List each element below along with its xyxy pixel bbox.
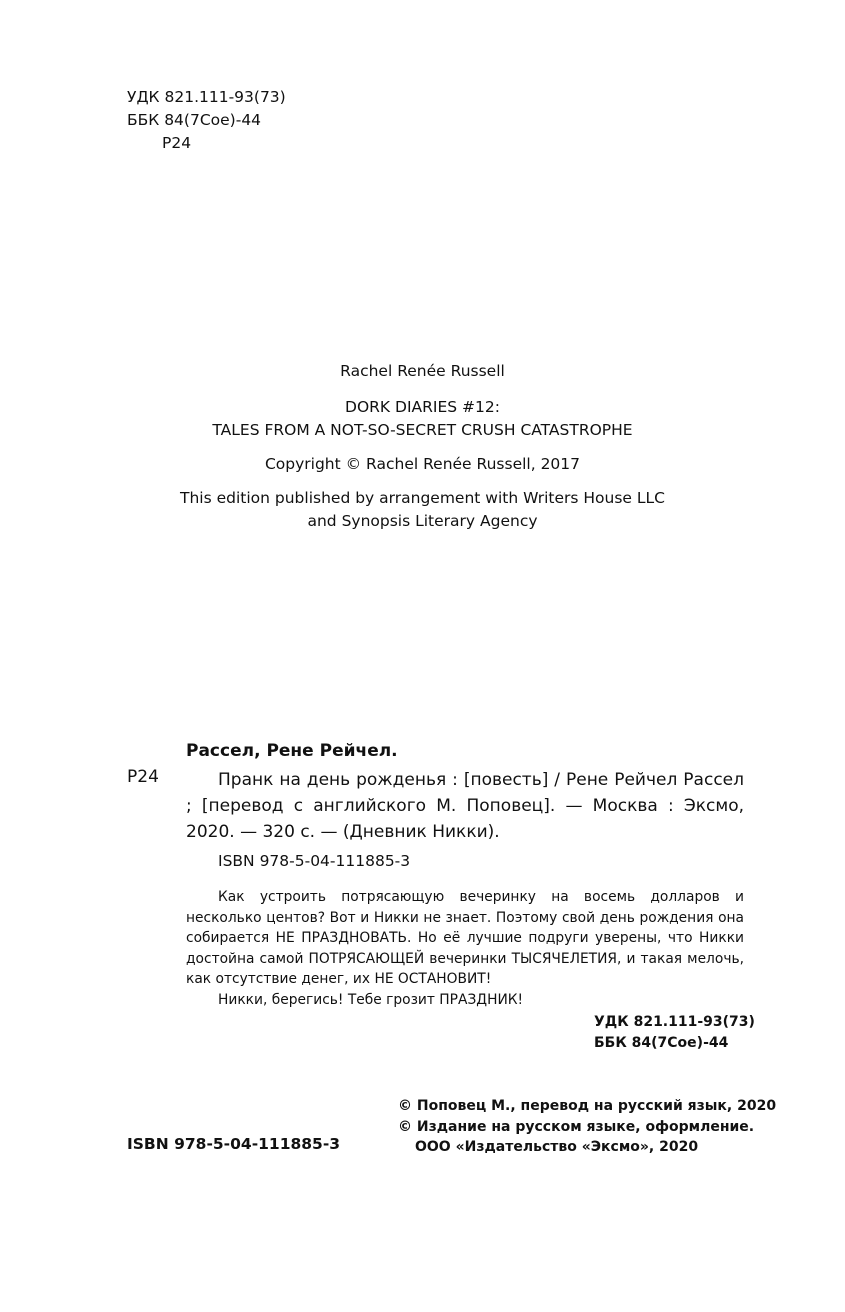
catalog-classification-codes — [594, 1012, 755, 1053]
udk-code: УДК 821.111-93(73) — [127, 88, 286, 106]
original-author: Rachel Renée Russell — [340, 362, 505, 380]
copyright-notices — [398, 1096, 776, 1158]
original-copyright: Copyright © Rachel Renée Russell, 2017 — [264, 455, 581, 473]
original-title-line1: DORK DIARIES #12: — [345, 398, 500, 416]
catalog-description: Пранк на день рожденья : [повесть] / Рене Рейчел Рассел ; [перевод с английского М. Поповец]. — Москва : Эксмо, 2020. — 320 с. — (Дневник Никки). — [186, 770, 744, 842]
copyright-edition: © Издание на русском языке, оформление. — [398, 1118, 755, 1135]
original-title-line2: TALES FROM A NOT-SO-SECRET CRUSH CATASTROPHE — [212, 421, 633, 439]
top-classification-codes — [127, 86, 286, 155]
catalog-record — [186, 767, 744, 845]
catalog-bbk-code: ББК 84(7Сое)-44 — [594, 1034, 729, 1051]
catalog-udk-code: УДК 821.111-93(73) — [594, 1014, 755, 1030]
author-mark: Р24 — [162, 134, 192, 152]
annotation — [186, 887, 744, 1011]
annotation-paragraph: Как устроить потрясающую вечеринку на восемь долларов и несколько центов? Вот и Никки не знает. Поэтому свой день рождения она собирается НЕ ПРАЗДНОВАТЬ. Но её лучшие подруги уверены, что Никки достойна самой ПОТРЯСАЮЩЕЙ вечеринки ТЫСЯЧЕЛЕТИЯ, и такая мелочь, как отсутствие денег, их НЕ ОСТАНОВИТ! — [186, 889, 744, 988]
original-title — [0, 396, 845, 442]
annotation-tagline: Никки, берегись! Тебе грозит ПРАЗДНИК! — [218, 991, 524, 1008]
bbk-code: ББК 84(7Сое)-44 — [127, 111, 262, 129]
edition-notice-line1: This edition published by arrangement with Writers House LLC — [180, 489, 665, 507]
catalog-isbn: ISBN 978-5-04-111885-3 — [218, 852, 411, 870]
edition-notice-line2: and Synopsis Literary Agency — [307, 512, 538, 530]
copyright-translation: © Поповец М., перевод на русский язык, 2020 — [398, 1098, 777, 1114]
edition-notice — [0, 487, 845, 533]
footer-isbn: ISBN 978-5-04-111885-3 — [127, 1135, 341, 1153]
catalog-author-mark: Р24 — [127, 767, 159, 787]
copyright-publisher: ООО «Издательство «Эксмо», 2020 — [415, 1139, 699, 1155]
catalog-heading: Рассел, Рене Рейчел. — [186, 741, 398, 761]
